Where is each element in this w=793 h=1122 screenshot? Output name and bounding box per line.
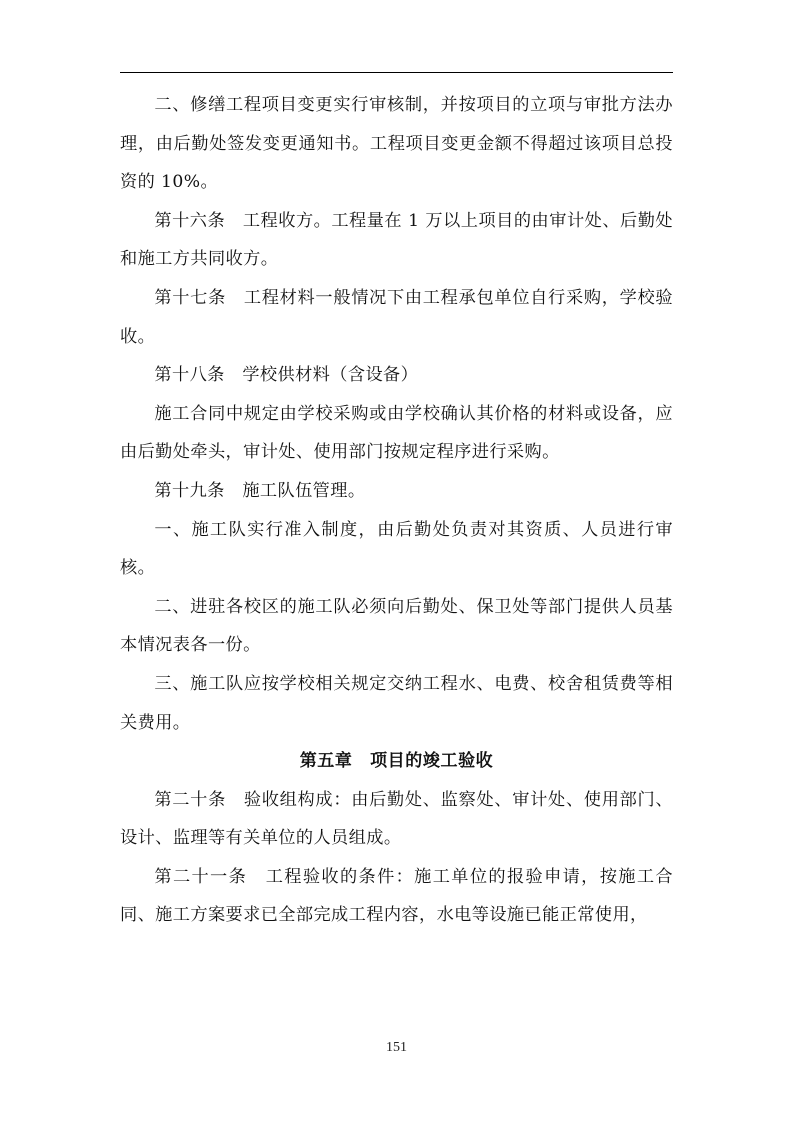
paragraph: 第十七条 工程材料一般情况下由工程承包单位自行采购，学校验收。 xyxy=(120,287,673,347)
chapter-heading: 第五章 项目的竣工验收 xyxy=(299,751,494,772)
paragraph: 三、施工队应按学校相关规定交纳工程水、电费、校舍租赁费等相关费用。 xyxy=(120,673,673,733)
paragraph: 第十九条 施工队伍管理。 xyxy=(154,480,366,501)
page-number: 151 xyxy=(386,1040,407,1055)
paragraph: 一、施工队实行准入制度，由后勤处负责对其资质、人员进行审核。 xyxy=(120,519,673,579)
paragraph: 二、修缮工程项目变更实行审核制，并按项目的立项与审批方法办理，由后勤处签发变更通知书。工程项目变更金额不得超过该项目总投资的 10%。 xyxy=(120,95,673,193)
paragraph: 第十六条 工程收方。工程量在 1 万以上项目的由审计处、后勤处和施工方共同收方。 xyxy=(120,210,673,270)
paragraph: 二、进驻各校区的施工队必须向后勤处、保卫处等部门提供人员基本情况表各一份。 xyxy=(120,596,673,656)
paragraph: 第二十一条 工程验收的条件：施工单位的报验申请，按施工合同、施工方案要求已全部完成工程内容，水电等设施已能正常使用， xyxy=(120,866,673,926)
paragraph: 第十八条 学校供材料（含设备） xyxy=(154,365,419,386)
paragraph: 第二十条 验收组构成：由后勤处、监察处、审计处、使用部门、设计、监理等有关单位的人员组成。 xyxy=(120,789,673,849)
header-rule xyxy=(120,72,673,73)
paragraph: 施工合同中规定由学校采购或由学校确认其价格的材料或设备，应由后勤处牵头，审计处、使用部门按规定程序进行采购。 xyxy=(120,403,673,463)
document-body xyxy=(120,86,673,935)
